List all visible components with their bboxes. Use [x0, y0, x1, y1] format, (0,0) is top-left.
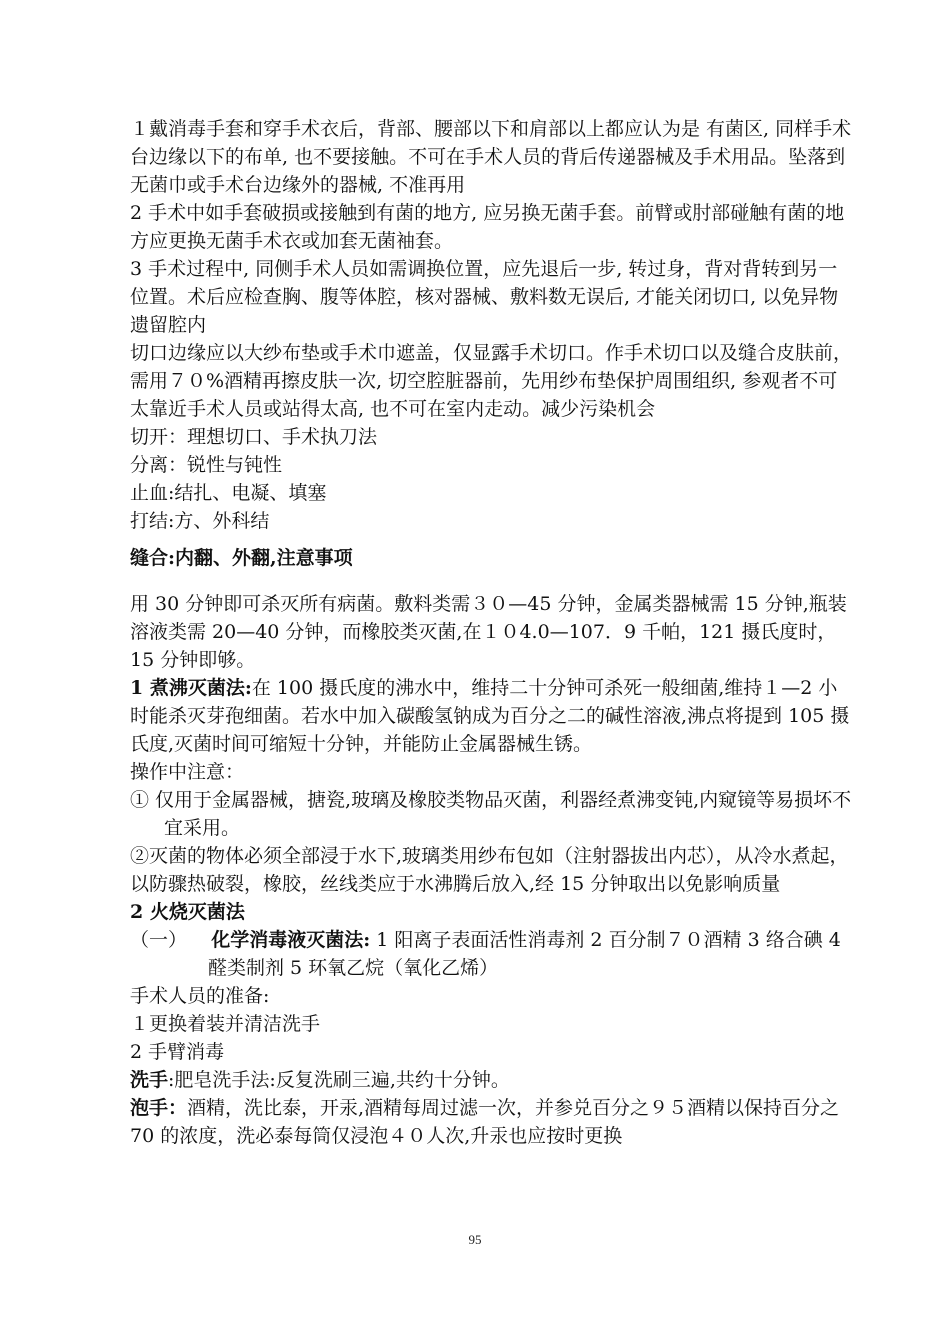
paragraph-separation: 分离：锐性与钝性 — [130, 454, 283, 476]
paragraph-arm-disinfection: 2 手臂消毒 — [130, 1041, 225, 1063]
paragraph-knotting: 打结:方、外科结 — [130, 510, 270, 532]
list-item-note-2: ②灭菌的物体必须全部浸于水下,玻璃类用纱布包如（注射器拔出内芯），从冷水煮起，以防骤热破裂，橡胶，丝线类应于水沸腾后放入,经 15 分钟取出以免影响质量 — [130, 845, 849, 895]
spacer — [130, 535, 852, 544]
paragraph-operation-notes: 操作中注意： — [130, 761, 245, 783]
paragraph-glove-damage: 2 手术中如手套破损或接触到有菌的地方, 应另换无菌手套。前臂或肘部碰触有菌的地方应更换无菌手术衣或加套无菌袖套。 — [130, 202, 845, 252]
list-item-note-1: ① 仅用于金属器械，搪瓷,玻璃及橡胶类物品灭菌，利器经煮沸变钝,内窥镜等易损坏不宜采用。 — [130, 789, 852, 839]
hand-soaking-text: 酒精，洗比泰，开汞,酒精每周过滤一次，并参兑百分之９５酒精以保持百分之 70 的浓度，洗必泰每筒仅浸泡４０人次,升汞也应按时更换 — [130, 1097, 840, 1147]
paragraph-position-change: 3 手术过程中, 同侧手术人员如需调换位置，应先退后一步, 转过身，背对背转到另一位置。术后应检查胸、腹等体腔，核对器械、敷料数无误后, 才能关闭切口, 以免异物遗留腔内 — [130, 258, 839, 336]
paragraph-change-clothes: １更换着装并清洁洗手 — [130, 1013, 321, 1035]
hand-washing-label: 洗手 — [130, 1069, 169, 1091]
boiling-method-text: 在 100 摄氏度的沸水中，维持二十分钟可杀死一般细菌,维持１—2 小时能杀灭芽孢细菌。若水中加入碳酸氢钠成为百分之二的碱性溶液,沸点将提到 105 摄氏度,灭菌时间可缩短十分钟，并能防止金属器械生锈。 — [130, 677, 850, 755]
paragraph-hand-soaking — [130, 1094, 852, 1150]
paragraph-incision: 切开：理想切口、手术执刀法 — [130, 426, 378, 448]
paragraph-boiling-method — [130, 674, 852, 758]
document-body — [130, 115, 852, 1150]
page-number: 95 — [468, 1232, 482, 1247]
paragraph-sterilization-time: 用 30 分钟即可杀灭所有病菌。敷料类需３０—45 分钟，金属类器械需 15 分钟,瓶装溶液类需 20—40 分钟，而橡胶类灭菌,在１０4.0—107．9 千帕，121 摄氏度时，15 分钟即够。 — [130, 593, 847, 671]
paragraph-hand-washing — [130, 1066, 852, 1094]
heading-suturing: 缝合:内翻、外翻,注意事项 — [130, 547, 353, 569]
hand-washing-text: :肥皂洗手法:反复洗刷三遍,共约十分钟。 — [168, 1069, 510, 1091]
paragraph-hemostasis: 止血:结扎、电凝、填塞 — [130, 482, 327, 504]
spacer — [130, 572, 852, 590]
paragraph-staff-preparation: 手术人员的准备: — [130, 985, 270, 1007]
chemical-disinfection-label: 化学消毒液灭菌法: — [211, 929, 371, 951]
paragraph-incision-edge: 切口边缘应以大纱布垫或手术巾遮盖，仅显露手术切口。作手术切口以及缝合皮肤前，需用７０%酒精再擦皮肤一次, 切空腔脏器前，先用纱布垫保护周围组织, 参观者不可太靠近手术人员或站得太高, 也不可在室内走动。减少污染机会 — [130, 342, 853, 420]
list-number: （一） — [130, 929, 188, 951]
paragraph-sterile-zone: １戴消毒手套和穿手术衣后，背部、腰部以下和肩部以上都应认为是 有菌区, 同样手术台边缘以下的布单, 也不要接触。不可在手术人员的背后传递器械及手术用品。坠落到无菌巾或手术台边缘外的器械, 不准再用 — [130, 118, 852, 196]
heading-fire-sterilization: 2 火烧灭菌法 — [130, 901, 245, 923]
list-item-chemical-disinfection — [130, 926, 852, 982]
hand-soaking-label: 泡手： — [130, 1097, 188, 1119]
chemical-disinfection-text: 1 阳离子表面活性消毒剂 2 百分制７０酒精 3 络合碘 4 醛类制剂 5 环氧乙烷（氧化乙烯） — [208, 929, 841, 979]
boiling-method-label: 1 煮沸灭菌法: — [130, 677, 252, 699]
